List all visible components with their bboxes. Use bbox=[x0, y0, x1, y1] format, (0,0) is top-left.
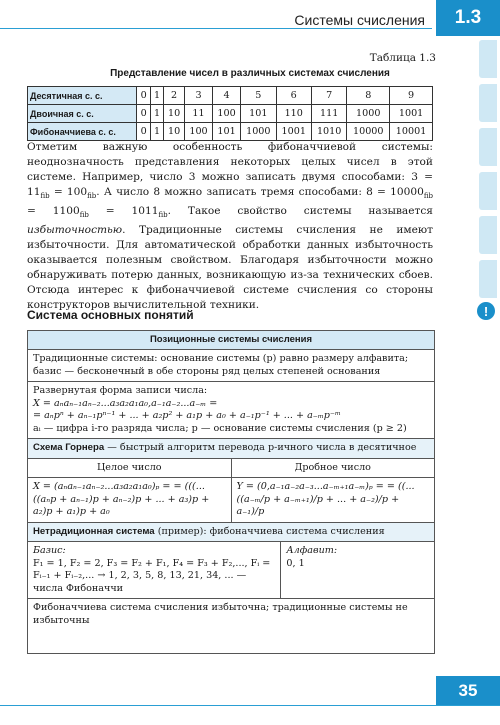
exclamation-icon: ! bbox=[477, 302, 495, 320]
traditional-systems: Традиционные системы: основание системы (p) равно размеру алфавита; базис — бесконечный в обе стороны ряд целых степеней основания bbox=[28, 350, 434, 382]
side-tab bbox=[479, 128, 497, 166]
table-cell: 10000 bbox=[347, 123, 390, 141]
nontraditional-system bbox=[28, 523, 434, 543]
text: . Традиционные системы счисления не имеют избыточности. Для автоматической обработки данных избыточность оказывается полезным свойством. Благодаря избыточности можно обнаруживать потерю данных, возникающую из-за технических сбоев. Отсюда интерес к фибоначчиевой системе счисления со стороны конструкторов вычислительной техники. bbox=[27, 224, 433, 312]
expanded-line: = aₙpⁿ + aₙ₋₁pⁿ⁻¹ + ... + a₂p² + a₁p + a₀ + a₋₁p⁻¹ + ... + a₋ₘp⁻ᵐ bbox=[33, 410, 341, 421]
text: . Такое свойство системы называется bbox=[167, 205, 433, 218]
concepts-box bbox=[27, 330, 435, 654]
integer-formula: X = (aₙaₙ₋₁aₙ₋₂...a₃a₂a₁a₀)ₚ = = (((...((aₙp + aₙ₋₁)p + aₙ₋₂)p + ... + a₃)p + a₂)p + a₁)p + a₀ bbox=[33, 481, 210, 517]
table-cell: 1000 bbox=[347, 105, 390, 123]
fraction-formula: Y = (0,a₋₁a₋₂a₋₃...a₋ₘ₊₁a₋ₘ)ₚ = = ((...((a₋ₘ/p + a₋ₘ₊₁)/p + ... + a₋₂)/p + a₋₁)/p bbox=[231, 478, 435, 522]
table-cell: 11 bbox=[184, 105, 212, 123]
basis-alphabet bbox=[28, 542, 434, 599]
expanded-line: X = aₙaₙ₋₁aₙ₋₂...a₃a₂a₁a₀,a₋₁a₋₂...a₋ₘ = bbox=[33, 397, 218, 409]
table-cell: 1 bbox=[150, 87, 163, 105]
text: . А число 8 можно записать тремя способами: bbox=[96, 186, 362, 198]
nontrad-title: Нетрадиционная система bbox=[33, 525, 155, 537]
expanded-form bbox=[28, 382, 434, 439]
table-cell: 10 bbox=[164, 123, 185, 141]
equation: 3 = 11 bbox=[27, 171, 433, 198]
table-cell: 0 bbox=[137, 105, 150, 123]
table-row bbox=[28, 87, 433, 105]
table-cell: 1010 bbox=[311, 123, 346, 141]
horner-text: — быстрый алгоритм перевода p-ичного числа в десятичное bbox=[104, 442, 417, 453]
side-tab bbox=[479, 260, 497, 298]
number-type-headers bbox=[28, 459, 434, 479]
row-label: Фибоначчиева с. с. bbox=[28, 123, 137, 141]
horner-formulas bbox=[28, 478, 434, 523]
table-cell: 100 bbox=[213, 105, 241, 123]
chapter-title: Системы счисления bbox=[294, 12, 425, 28]
equation: 8 = 10000 bbox=[366, 186, 424, 198]
alphabet-text: 0, 1 bbox=[286, 557, 305, 569]
box-title: Позиционные системы счисления bbox=[28, 331, 434, 350]
table-cell: 111 bbox=[311, 105, 346, 123]
side-tab bbox=[479, 216, 497, 254]
table-cell: 2 bbox=[164, 87, 185, 105]
expanded-title: Развернутая форма записи числа: bbox=[33, 385, 208, 396]
equation: = 1011 bbox=[88, 205, 159, 218]
table-cell: 10 bbox=[164, 105, 185, 123]
table-cell: 7 bbox=[311, 87, 346, 105]
side-tab bbox=[479, 172, 497, 210]
footer-rule bbox=[0, 705, 500, 706]
subscript: fib bbox=[158, 211, 168, 220]
text: Отметим важную особенность фибоначчиевой системы: неоднозначность представления некоторых целых чисел в этой системе. Например, число 3 можно записать двумя способами: bbox=[27, 141, 433, 183]
table-cell: 1 bbox=[150, 105, 163, 123]
horner-scheme bbox=[28, 439, 434, 459]
section-badge: 1.3 bbox=[436, 0, 500, 36]
equation: = 1100 bbox=[27, 205, 80, 218]
basis-cell bbox=[28, 542, 280, 598]
row-label: Двоичная с. с. bbox=[28, 105, 137, 123]
fraction-label: Дробное число bbox=[231, 459, 435, 478]
table-cell: 0 bbox=[137, 123, 150, 141]
table-cell: 0 bbox=[137, 87, 150, 105]
integer-label: Целое число bbox=[96, 461, 162, 473]
table-cell: 3 bbox=[184, 87, 212, 105]
body-paragraph bbox=[27, 140, 433, 313]
alphabet-cell bbox=[280, 542, 434, 598]
term: избыточностью bbox=[27, 224, 123, 237]
number-systems-table bbox=[27, 86, 433, 141]
side-tab bbox=[479, 84, 497, 122]
table-cell: 1001 bbox=[390, 105, 433, 123]
section-heading: Система основных понятий bbox=[27, 308, 194, 322]
table-cell: 1001 bbox=[276, 123, 311, 141]
table-cell: 4 bbox=[213, 87, 241, 105]
summary: Фибоначчиева система счисления избыточна; традиционные системы не избыточны bbox=[33, 602, 408, 626]
table-row bbox=[28, 105, 433, 123]
table-cell: 5 bbox=[241, 87, 276, 105]
subscript: fib bbox=[40, 192, 50, 201]
table-cell: 100 bbox=[184, 123, 212, 141]
nontrad-text: (пример): фибоначчиева система счисления bbox=[154, 525, 385, 537]
subscript: fib bbox=[79, 211, 89, 220]
table-cell: 9 bbox=[390, 87, 433, 105]
table-cell: 10001 bbox=[390, 123, 433, 141]
expanded-note: aᵢ — цифра i-го разряда числа; p — основание системы счисления (p ≥ 2) bbox=[33, 422, 407, 434]
table-row bbox=[28, 123, 433, 141]
subscript: fib bbox=[87, 192, 97, 201]
basis-text: F₁ = 1, F₂ = 2, F₃ = F₂ + F₁, F₄ = F₃ + F₂,..., Fᵢ = Fᵢ₋₁ + Fᵢ₋₂,... → 1, 2, 3, 5, 8, 13, 21, 34, ... — числа Фибоначчи bbox=[33, 557, 271, 594]
horner-title: Схема Горнера bbox=[33, 442, 105, 453]
alphabet-title: Алфавит: bbox=[286, 545, 338, 556]
table-cell: 101 bbox=[213, 123, 241, 141]
table-cell: 8 bbox=[347, 87, 390, 105]
table-cell: 1 bbox=[150, 123, 163, 141]
page-number: 35 bbox=[436, 676, 500, 706]
basis-title: Базис: bbox=[33, 545, 66, 556]
table-cell: 101 bbox=[241, 105, 276, 123]
table-caption: Представление чисел в различных системах счисления bbox=[110, 68, 390, 79]
page-header bbox=[0, 0, 500, 38]
equation: = 100 bbox=[49, 186, 88, 198]
table-cell: 110 bbox=[276, 105, 311, 123]
table-cell: 6 bbox=[276, 87, 311, 105]
table-cell: 1000 bbox=[241, 123, 276, 141]
row-label: Десятичная с. с. bbox=[28, 87, 137, 105]
header-rule bbox=[0, 28, 432, 29]
subscript: fib bbox=[423, 192, 433, 201]
table-number: Таблица 1.3 bbox=[369, 52, 436, 64]
